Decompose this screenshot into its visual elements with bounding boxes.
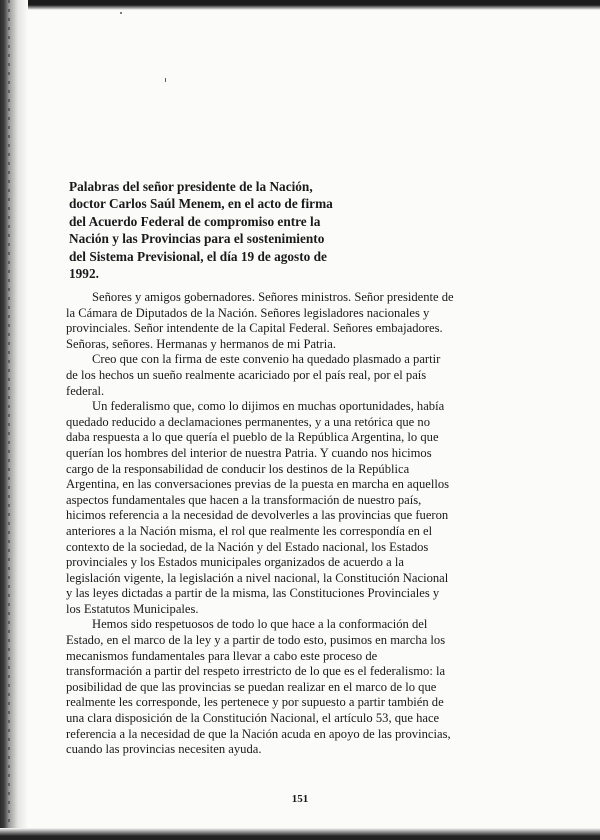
- body-line: cuando las provincias necesiten ayuda.: [66, 742, 262, 757]
- body-line: provinciales. Señor intendente de la Capital Federal. Señores embajadores.: [66, 321, 443, 336]
- scan-bottom-edge: [0, 828, 600, 840]
- body-line: y las leyes dictadas a partir de la misma, las Constituciones Provinciales y: [66, 586, 440, 601]
- body-line: Hemos sido respetuosos de todo lo que hace a la conformación del: [92, 617, 428, 632]
- body-line: Estado, en el marco de la ley y a partir de todo esto, pusimos en marcha los: [66, 633, 446, 648]
- body-line: la Cámara de Diputados de la Nación. Señores legisladores nacionales y: [66, 305, 430, 320]
- body-paragraph: [66, 617, 482, 757]
- heading-line: 1992.: [69, 266, 99, 282]
- body-line: contexto de la sociedad, de la Nación y del Estado nacional, los Estados: [66, 539, 429, 554]
- body-line: Argentina, en las conversaciones previas de la puesta en marcha en aquellos: [66, 477, 450, 492]
- body-line: quedado reducido a declamaciones permanentes, y a una retórica que no: [66, 414, 431, 429]
- scan-speck: [120, 12, 122, 14]
- body-line: daba respuesta a lo que quería el pueblo de la República Argentina, lo que: [66, 430, 439, 445]
- body-line: de los hechos un sueño realmente acariciado por el país real, por el país: [66, 367, 427, 382]
- body-line: Creo que con la firma de este convenio ha quedado plasmado a partir: [92, 352, 441, 367]
- heading-line: del Sistema Previsional, el día 19 de agosto de: [69, 248, 327, 264]
- scan-speck: [165, 78, 166, 82]
- body-line: federal.: [66, 383, 105, 398]
- heading-line: Nación y las Provincias para el sostenimiento: [69, 231, 325, 247]
- body-line: aspectos fundamentales que hacen a la transformación de nuestro país,: [66, 492, 422, 507]
- body-line: referencia a la necesidad de que la Nación acuda en apoyo de las provincias,: [66, 726, 451, 741]
- scan-binding-edge: [0, 0, 28, 840]
- speech-body: [66, 290, 482, 758]
- scan-top-edge: [0, 0, 600, 10]
- body-line: hicimos referencia a la necesidad de devolverles a las provincias que fueron: [66, 508, 449, 523]
- heading-line: del Acuerdo Federal de compromiso entre la: [69, 213, 321, 229]
- body-paragraph: [66, 399, 482, 617]
- body-line: mecanismos fundamentales para llevar a cabo este proceso de: [66, 648, 378, 663]
- heading-line: doctor Carlos Saúl Menem, en el acto de firma: [69, 196, 333, 212]
- body-paragraph: [66, 352, 482, 399]
- body-line: cargo de la responsabilidad de conducir los destinos de la República: [66, 461, 410, 476]
- heading-line: Palabras del señor presidente de la Nación,: [69, 179, 313, 194]
- body-line: transformación a partir del respeto irrestricto de lo que es el federalismo: la: [66, 664, 446, 679]
- body-line: realmente les corresponde, les pertenece y por supuesto a partir también de: [66, 695, 444, 710]
- speech-heading: [69, 178, 334, 282]
- body-line: querían los hombres del interior de nuestra Patria. Y cuando nos hicimos: [66, 445, 432, 460]
- body-line: posibilidad de que las provincias se puedan realizar en el marco de lo que: [66, 679, 437, 694]
- body-line: anteriores a la Nación misma, el rol que realmente les correspondía en el: [66, 523, 433, 538]
- body-line: Señoras, señores. Hermanas y hermanos de mi Patria.: [66, 336, 336, 351]
- body-line: una clara disposición de la Constitución Nacional, el artículo 53, que hace: [66, 711, 440, 726]
- page-number: 151: [291, 793, 309, 805]
- body-paragraph: [66, 290, 482, 352]
- body-line: Un federalismo que, como lo dijimos en muchas oportunidades, había: [92, 399, 445, 414]
- body-line: legislación vigente, la legislación a nivel nacional, la Constitución Nacional: [66, 570, 449, 585]
- body-line: provinciales y los Estados municipales organizados de acuerdo a la: [66, 555, 404, 570]
- body-line: los Estatutos Municipales.: [66, 601, 199, 616]
- body-line: Señores y amigos gobernadores. Señores ministros. Señor presidente de: [92, 290, 454, 304]
